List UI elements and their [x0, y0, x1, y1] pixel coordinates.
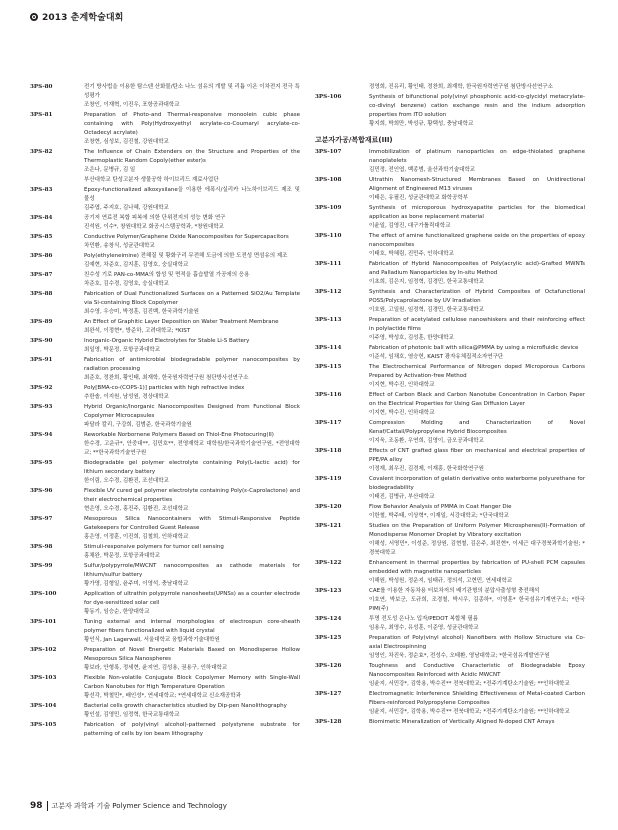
abstract-entry [315, 260, 585, 287]
entry-code: 3PS-120 [315, 504, 342, 510]
abstract-entry [315, 634, 585, 661]
entry-code: 3PS-96 [30, 488, 53, 494]
entry-authors: 최준호, 정찬희, 황인태, 최재학, 한국원자력연구원 첨단방사선연구소 [84, 375, 249, 381]
abstract-entry [315, 316, 585, 343]
entry-body [84, 318, 300, 336]
entry-authors: 황인설, 김영민, 임정혁, 한국교통대학교 [84, 712, 180, 718]
abstract-entry [30, 562, 300, 589]
entry-body [84, 431, 300, 458]
abstract-entry [315, 522, 585, 558]
entry-body [369, 662, 585, 689]
entry-authors: 이태진, 김병규, 부산대학교 [369, 494, 435, 500]
entry-body [369, 204, 585, 231]
entry-title: Poly(ethyleneimine) 전해질 및 황화구리 무전해 도금에 의한 도전성 면섬유의 제조 [84, 253, 288, 259]
entry-body [84, 702, 300, 720]
abstract-entry [30, 148, 300, 175]
entry-title: 전기 방사법을 이용한 탐스텐 산화물/탄소 나노 섬유의 개발 및 리튬 이온 이차전지 전극 특성평가 [84, 84, 300, 99]
entry-title: Hybrid Organic/Inorganic Nanocomposites Designed from Functional Block Copolymer Microcapsules [84, 404, 300, 419]
entry-body [369, 690, 585, 717]
abstract-entry [315, 615, 585, 633]
entry-code: 3PS-84 [30, 215, 53, 221]
abstract-entry [30, 646, 300, 673]
entry-code: 3PS-102 [30, 647, 57, 653]
entry-code: 3PS-85 [30, 234, 53, 240]
entry-title: 투명 전도성 은나노 입자/PEDOT 복합체 필름 [369, 616, 479, 622]
entry-code: 3PS-116 [315, 392, 342, 398]
entry-body [369, 559, 585, 586]
entry-title: Conductive Polymer/Graphene Oxide Nanocomposites for Supercapacitors [84, 234, 289, 240]
entry-title: Biomimetic Mineralization of Vertically Aligned N-doped CNT Arrays [369, 719, 555, 725]
entry-body [84, 515, 300, 542]
entry-authors: 홍은영, 이정훈, 이진희, 김철희, 인하대학교 [84, 534, 189, 540]
page-footer [30, 801, 227, 811]
abstract-entry [315, 344, 585, 362]
abstract-entry [315, 475, 585, 502]
entry-code: 3PS-119 [315, 476, 342, 482]
entry-code: 3PS-89 [30, 319, 53, 325]
entry-authors: 이초희, 김은지, 임정혁, 김경민, 한국교통대학교 [369, 279, 484, 285]
entry-body [84, 543, 300, 561]
entry-code: 3PS-117 [315, 420, 342, 426]
abstract-entry [315, 559, 585, 586]
entry-title: Immobilization of platinum nanoparticles on edge-thiolated graphene nanoplatelets [369, 149, 585, 164]
entry-code: 3PS-110 [315, 233, 342, 239]
abstract-entry [30, 384, 300, 402]
abstract-entry [30, 403, 300, 430]
entry-body [369, 391, 585, 418]
entry-authors: 김예현, 차준호, 김지훈, 김영호, 숭실대학교 [84, 262, 189, 268]
entry-title: Effects of CNT grafted glass fiber on mechanical and electrical properties of PPE/PA alloy [369, 448, 585, 463]
entry-code: 3PS-127 [315, 691, 342, 697]
entry-authors: 홍채완, 박문정, 포항공과대학교 [84, 553, 161, 559]
entry-authors: 이주영, 박성호, 김성훈, 한양대학교 [369, 335, 454, 341]
entry-authors: 황지희, 박희만, 박성규, 황택성, 충남대학교 [369, 121, 474, 127]
abstract-entry [30, 487, 300, 514]
abstract-entry [30, 186, 300, 213]
entry-authors: 김민정, 전인엽, 백종범, 울산과학기술대학교 [369, 167, 476, 173]
entry-title: Synthesis and Characterization of Hybrid Composites of Octafunctional POSS/Polycaprolactone by UV Irradiation [369, 289, 585, 304]
abstract-entry [30, 431, 300, 458]
header-title: 2013 춘계학술대회 [42, 13, 124, 23]
entry-title: Fabrication of antimicrobial biodegradable polymer nanocomposites by radiation processing [84, 357, 300, 372]
entry-body [369, 718, 585, 727]
entry-body [84, 721, 300, 739]
entry-body [369, 475, 585, 502]
entry-body [369, 634, 585, 661]
entry-code: 3PS-111 [315, 261, 342, 267]
abstract-entry [30, 83, 300, 110]
abstract-entry [30, 176, 300, 185]
abstract-entry [315, 363, 585, 390]
entry-code: 3PS-101 [30, 619, 57, 625]
entry-title: Synthesis of microporous hydroxyapatite particles for the biomedical application as bone replacement material [369, 205, 585, 220]
entry-title: Inorganic-Organic Hybrid Electrolytes for Stable Li-S Battery [84, 338, 250, 344]
abstract-entry [315, 148, 585, 175]
abstract-entry [30, 337, 300, 355]
entry-body [369, 83, 585, 92]
entry-authors: 한이림, 오수경, 김환진, 조선대학교 [84, 478, 169, 484]
journal-name: 고분자 과학과 기술 Polymer Science and Technology [51, 802, 227, 810]
entry-title: CAE를 이용한 자동차용 터보차저의 배기관형의 분압사출성형 충전해석 [369, 588, 540, 594]
entry-authors: 황가영, 김형일, 윤주미, 이영석, 충남대학교 [84, 581, 189, 587]
entry-authors: 이윤일, 김영진, 대구가톨릭대학교 [369, 223, 451, 229]
entry-body [84, 252, 300, 270]
abstract-entry [30, 459, 300, 486]
entry-body [369, 587, 585, 614]
entry-code: 3PS-80 [30, 84, 53, 90]
entry-code: 3PS-121 [315, 523, 342, 529]
entry-title: Preparation of Photo-and Thermal-responsive monoolein cubic phase containing with Poly(Hydroxyethyl acrylate-co-Coumaryl acrylate-co-Octadecyl acrylate) [84, 112, 300, 136]
entry-title: Synthesis of bifunctional poly(vinyl phosphonic acid-co-glycidyl metacrylate-co-divinyl benzene) cation exchange resin and the indium adsorption properties from ITO solution [369, 94, 585, 118]
left-column [30, 83, 300, 740]
entry-body [369, 363, 585, 390]
entry-authors: 진석원, 이수*, 창원대학교 화공시스템공학과, *창원대학교 [84, 224, 224, 230]
entry-authors: 최수영, 우승미, 박정훈, 김진백, 한국과학기술원 [84, 309, 199, 315]
entry-authors: 이태은, 유필진, 성균관대학교 화학공학부 [369, 195, 469, 201]
entry-code: 3PS-105 [30, 722, 57, 728]
abstract-entry [30, 233, 300, 251]
entry-code: 3PS-107 [315, 149, 342, 155]
entry-body [84, 384, 300, 402]
entry-code: 3PS-115 [315, 364, 342, 370]
entry-body [84, 148, 300, 175]
entry-body [369, 615, 585, 633]
abstract-entry [315, 690, 585, 717]
entry-authors: 황인식, Jan Lagerwall, 서울대학교 융합과학기술대학원 [84, 637, 220, 643]
entry-body [369, 93, 585, 129]
entry-body [84, 646, 300, 673]
entry-body [84, 459, 300, 486]
entry-title: Ultrathin Nanomesh-Structured Membranes Based on Unidirectional Alignment of Engineered M13 viruses [369, 177, 585, 192]
entry-title: Application of ultrathin polypyrrole nanosheets(UPNSs) as a counter electrode for dye-sensitized solar cell [84, 591, 300, 606]
entry-body [84, 590, 300, 617]
entry-title: Flow Behavior Analysis of PMMA in Coat Hanger Die [369, 504, 512, 510]
abstract-entry [315, 503, 585, 521]
entry-body [84, 562, 300, 589]
entry-authors: 한수경, 고운규*, 안중대**, 김민호**, 전영재학교 대학원/한국과학기술연구원, *전영대학교; **한국과학기술연구원 [84, 441, 300, 456]
entry-authors: 임윤지, 서민강*, 김학용, 박수진** 전북대학교; *전주기계탄소기술원; **인하대학교 [369, 709, 570, 715]
entry-title: Mesoporous Silica Nanocontainers with Stimuli-Responsive Peptide Gatekeepers for Controlled Guest Release [84, 516, 300, 531]
entry-authors: 정영희, 진유리, 황인태, 정찬희, 최재학, 한국원자력연구원 첨단방사선연구소 [369, 84, 553, 90]
entry-authors: 추한솔, 이지원, 남성원, 경상대학교 [84, 394, 169, 400]
right-top-entries [315, 83, 585, 129]
entry-body [84, 487, 300, 514]
abstract-entry [315, 587, 585, 614]
entry-authors: 이호연, 박보군, 도규희, 조경철, 박시우, 김종하*, 이영훈* 한국섬유기계연구소; *한국PIM(주) [369, 597, 585, 612]
entry-title: An Effect of Graphitic Layer Deposition on Water Treatment Membrane [84, 319, 279, 325]
entry-authors: 황동기, 임승순, 한양대학교 [84, 609, 150, 615]
abstract-entry [30, 618, 300, 645]
entry-authors: 조창현, 심성보, 김진철, 강원대학교 [84, 139, 169, 145]
entry-title: Covalent incorporation of gelatin derivative onto waterborne polyurethane for biodegradability [369, 476, 585, 491]
entry-title: Sulfur/polypyrrole/MWCNT nanocomposites as cathode materials for lithium/sulfur battery [84, 563, 300, 578]
abstract-entry [30, 590, 300, 617]
entry-code: 3PS-103 [30, 675, 57, 681]
entry-code: 3PS-99 [30, 563, 53, 569]
abstract-entry [315, 447, 585, 474]
abstract-entry [30, 721, 300, 739]
entry-title: Biodegradable gel polymer electrolyte containing Poly(L-lactic acid) for lithium secondary battery [84, 460, 300, 475]
entry-title: The Electrochemical Performance of Nitrogen doped Microporous Carbons Prepared by Activation-free Method [369, 364, 585, 379]
abstract-entry [30, 674, 300, 701]
entry-title: Preparation of acetylated cellulose nanowhiskers and their reinforcing effect in polylactide films [369, 317, 585, 332]
entry-authors: 이해원, 박성원, 정운지, 임태규, 정의석, 고현민, 연세대학교 [369, 578, 513, 584]
entry-code: 3PS-90 [30, 338, 53, 344]
entry-code: 3PS-112 [315, 289, 342, 295]
entry-authors: 이지현, 박수진, 인하대학교 [369, 410, 435, 416]
entry-code: 3PS-82 [30, 149, 53, 155]
entry-code [30, 176, 84, 185]
abstract-entry [315, 83, 585, 92]
entry-authors: 이한철, 박주태, 이상혁*, 이재일, 서강대학교; *단국대학교 [369, 513, 509, 519]
entry-title: Studies on the Preparation of Uniform Polymer Microspheres(II)-Formation of Monodisperse Monomer Droplet by Vibratory excitation [369, 523, 585, 538]
entry-title: Poly[BMA-co-(COPS-1)] particles with high refractive index [84, 385, 245, 391]
entry-body [84, 214, 300, 232]
abstract-entry [315, 204, 585, 231]
entry-title: Reworkable Norbornene Polymers Based on Thiol-Ene Photocuring(II) [84, 432, 274, 438]
entry-authors: 이정재, 최우진, 김경제, 이재흥, 한국화학연구원 [369, 466, 484, 472]
entry-title: Fabrication of Dual Functionalized Surfaces on a Patterned SiO2/Au Template via Si-containing Block Copolymer [84, 291, 300, 306]
entry-title: Fabrication of Hybrid Nanocomposites of Poly(acrylic acid)-Grafted MWNTs and Palladium Nanoparticles by In-situ Method [369, 261, 585, 276]
abstract-entry [315, 718, 585, 727]
entry-code: 3PS-100 [30, 591, 57, 597]
entry-authors: 조은나, 문병규, 김 일 [84, 167, 136, 173]
entry-body [84, 403, 300, 430]
entry-code: 3PS-123 [315, 588, 342, 594]
abstract-entry [315, 419, 585, 446]
entry-title: Compression Molding and Characterization of Novel Kenaf/Cattail/Polypropylene Hybrid Biocomposites [369, 420, 585, 435]
entry-body [84, 83, 300, 110]
abstract-entry [30, 515, 300, 542]
entry-body [84, 271, 300, 289]
abstract-entry [30, 290, 300, 317]
entry-code: 3PS-87 [30, 272, 53, 278]
entry-authors: 차준호, 김수경, 김영호, 숭실대학교 [84, 281, 169, 287]
entry-body [369, 447, 585, 474]
entry-code: 3PS-125 [315, 635, 342, 641]
entry-code: 3PS-95 [30, 460, 53, 466]
entry-code: 3PS-88 [30, 291, 53, 297]
entry-body [369, 260, 585, 287]
abstract-entry [30, 543, 300, 561]
entry-body [84, 176, 300, 185]
entry-title: Epoxy-functionalized alkoxysilane을 이용한 에폭시/실리카 나노하이브리드 제조 및 물성 [84, 187, 300, 202]
entry-title: 공기저 연료전 복합 피복에 의한 단위전지의 성능 변화 연구 [84, 215, 226, 221]
entry-code: 3PS-126 [315, 663, 342, 669]
abstract-entry [30, 111, 300, 147]
entry-authors: 현은영, 오수경, 홍진주, 김환진, 조선대학교 [84, 506, 189, 512]
entry-body [369, 344, 585, 362]
abstract-entry [315, 288, 585, 315]
entry-code: 3PS-114 [315, 345, 342, 351]
entry-body [369, 316, 585, 343]
entry-body [84, 186, 300, 213]
entry-code: 3PS-124 [315, 616, 342, 622]
entry-code: 3PS-83 [30, 187, 53, 193]
entry-authors: 최일영, 박문정, 포항공과대학교 [84, 347, 161, 353]
abstract-entry [30, 702, 300, 720]
abstract-entry [30, 271, 300, 289]
entry-title: The effect of amine functionalized graphene oxide on the properties of epoxy nanocomposites [369, 233, 585, 248]
entry-authors: 임영인, 차진욱, 정순효*, 전성수, 오태환, 영남대학교; *한국섬유개발연구원 [369, 653, 550, 659]
entry-authors: 이호원, 고일원, 임정혁, 김경민, 한국교통대학교 [369, 307, 484, 313]
entry-title: Electromagnetic Interference Shielding Effectiveness of Metal-coated Carbon Fibers-reinforced Polypropylene Composites [369, 691, 585, 706]
entry-body [84, 233, 300, 251]
entry-body [84, 337, 300, 355]
right-entries [315, 148, 585, 727]
entry-title: Fabrication of poly(vinyl alcohol)-patterned polystyrene substrate for patterning of cells by ion beam lithography [84, 722, 300, 737]
entry-title: Stimuli-responsive polymers for tumor cell sensing [84, 544, 224, 550]
entry-title: Flexible Non-volatile Conjugate Block Copolymer Memory with Single-Wall Carbon Nanotubes for High Temperature Operation [84, 675, 300, 690]
entry-body [84, 290, 300, 317]
abstract-entry [315, 93, 585, 129]
entry-body [369, 148, 585, 175]
abstract-entry [315, 176, 585, 203]
entry-code: 3PS-92 [30, 385, 53, 391]
entry-code: 3PS-104 [30, 703, 57, 709]
entry-body [369, 288, 585, 315]
entry-code: 3PS-93 [30, 404, 53, 410]
abstract-entry [30, 318, 300, 336]
page-header [30, 10, 123, 23]
entry-title: Tuning external and internal morphologies of electrospun core-sheath polymer fibers functionalized with liquid crystal [84, 619, 300, 634]
abstract-entry [30, 356, 300, 383]
entry-body [84, 618, 300, 645]
entry-authors: 이지현, 박수진, 인하대학교 [369, 382, 435, 388]
entry-body [369, 176, 585, 203]
entry-title: The Influence of Chain Extenders on the Structure and Properties of the Thermoplastic Random Copoly(ether ester)s [84, 149, 300, 164]
entry-title: Effect of Carbon Black and Carbon Nanotube Concentration in Carbon Paper on the Electrical Properties for Using Gas Diffusion Layer [369, 392, 585, 407]
entry-body [369, 232, 585, 259]
entry-code: 3PS-94 [30, 432, 53, 438]
entry-authors: 파달라 칼리, 구강희, 김범준, 한국과학기술원 [84, 422, 192, 428]
entry-authors: 황선각, 박철민*, 배인성*, 연세대학교; *연세대학교 신소재공학과 [84, 693, 241, 699]
entry-authors: 임용우, 최영수, 유성훈, 이준영, 성균관대학교 [369, 625, 479, 631]
entry-title: Toughness and Conductive Characteristic of Biodegradable Epoxy Nanocomposites Reinforced with Acidic MWCNT [369, 663, 585, 678]
entry-authors: 김주엽, 주지호, 김나혜, 강원대학교 [84, 205, 169, 211]
entry-code [315, 83, 369, 92]
entry-body [84, 111, 300, 147]
footer-divider [47, 801, 48, 811]
entry-code: 3PS-122 [315, 560, 342, 566]
abstract-entry [30, 252, 300, 270]
abstract-entry [315, 662, 585, 689]
entry-title: Flexible UV cured gel polymer electrolyte containing Poly(ε-Caprolactone) and their electrochemical properties [84, 488, 300, 503]
abstract-entry [315, 391, 585, 418]
entry-body [84, 356, 300, 383]
entry-code: 3PS-97 [30, 516, 53, 522]
entry-authors: 이지욱, 조동환, 우연희, 김영이, 금오공과대학교 [369, 438, 484, 444]
entry-authors: 이태호, 박혜림, 진민주, 인하대학교 [369, 251, 454, 257]
entry-code: 3PS-98 [30, 544, 53, 550]
entry-authors: 임윤지, 서민강*, 김학용, 박수진** 전북대학교; *전주기계탄소기술원; **인하대학교 [369, 681, 570, 687]
entry-authors: 이해성, 서명민*, 이성준, 정상원, 김현철, 김은주, 최진현*, 이세근 대구경북과학기술원; *경북대학교 [369, 541, 585, 556]
entry-title: 친수성 기로 PAN-co-MMA의 합성 및 면적을 흡습발열 가공에의 응용 [84, 272, 250, 278]
right-column [315, 83, 585, 728]
page-number: 98 [30, 801, 43, 811]
entry-title: Fabrication of photonic ball with silica@PMMA by using a microfluidic device [369, 345, 579, 351]
entry-body [369, 503, 585, 521]
entry-authors: 이준석, 임채호, 염승헌, KAIST 광자유체집적소자연구단 [369, 354, 504, 360]
entry-authors: 황보라, 안형록, 정세현, 윤지연, 김성용, 권용구, 인하대학교 [84, 665, 228, 671]
entry-code: 3PS-81 [30, 112, 53, 118]
entry-code: 3PS-109 [315, 205, 342, 211]
entry-code: 3PS-91 [30, 357, 53, 363]
entry-code: 3PS-113 [315, 317, 342, 323]
conference-logo-icon [30, 13, 38, 21]
section-heading: 고분자가공/복합재료(III) [315, 136, 393, 144]
entry-authors: 최완석, 이정현*, 방준하, 고려대학교; *KIST [84, 328, 191, 334]
entry-code: 3PS-86 [30, 253, 53, 259]
entry-title: Bacterial cells growth characteristics studied by Dip-pen Nanolithography [84, 703, 287, 709]
entry-authors: 차민환, 송창식, 성균관대학교 [84, 243, 155, 249]
entry-body [84, 674, 300, 701]
entry-title: Enhancement in thermal properties by fabrication of PU-shell PCM capsules embedded with magnetite nanoparticles [369, 560, 585, 575]
entry-body [369, 522, 585, 558]
entry-title: Preparation of Poly(vinyl alcohol) Nanofibers with Hollow Structure via Co-axial Electrospinning [369, 635, 585, 650]
abstract-entry [30, 214, 300, 232]
entry-authors: 조창인, 이재혁, 이진우, 포항공과대학교 [84, 102, 180, 108]
entry-code: 3PS-128 [315, 719, 342, 725]
entry-code: 3PS-106 [315, 94, 342, 100]
entry-body [369, 419, 585, 446]
entry-code: 3PS-118 [315, 448, 342, 454]
entry-code: 3PS-108 [315, 177, 342, 183]
entry-title: 부산대학교 탄성고분자 생물공학 하이브리드 재료사업단 [84, 177, 219, 183]
abstract-entry [315, 232, 585, 259]
entry-title: Preparation of Novel Energetic Materials Based on Monodisperse Hollow Mesoporous Silica Nanospheres [84, 647, 300, 662]
